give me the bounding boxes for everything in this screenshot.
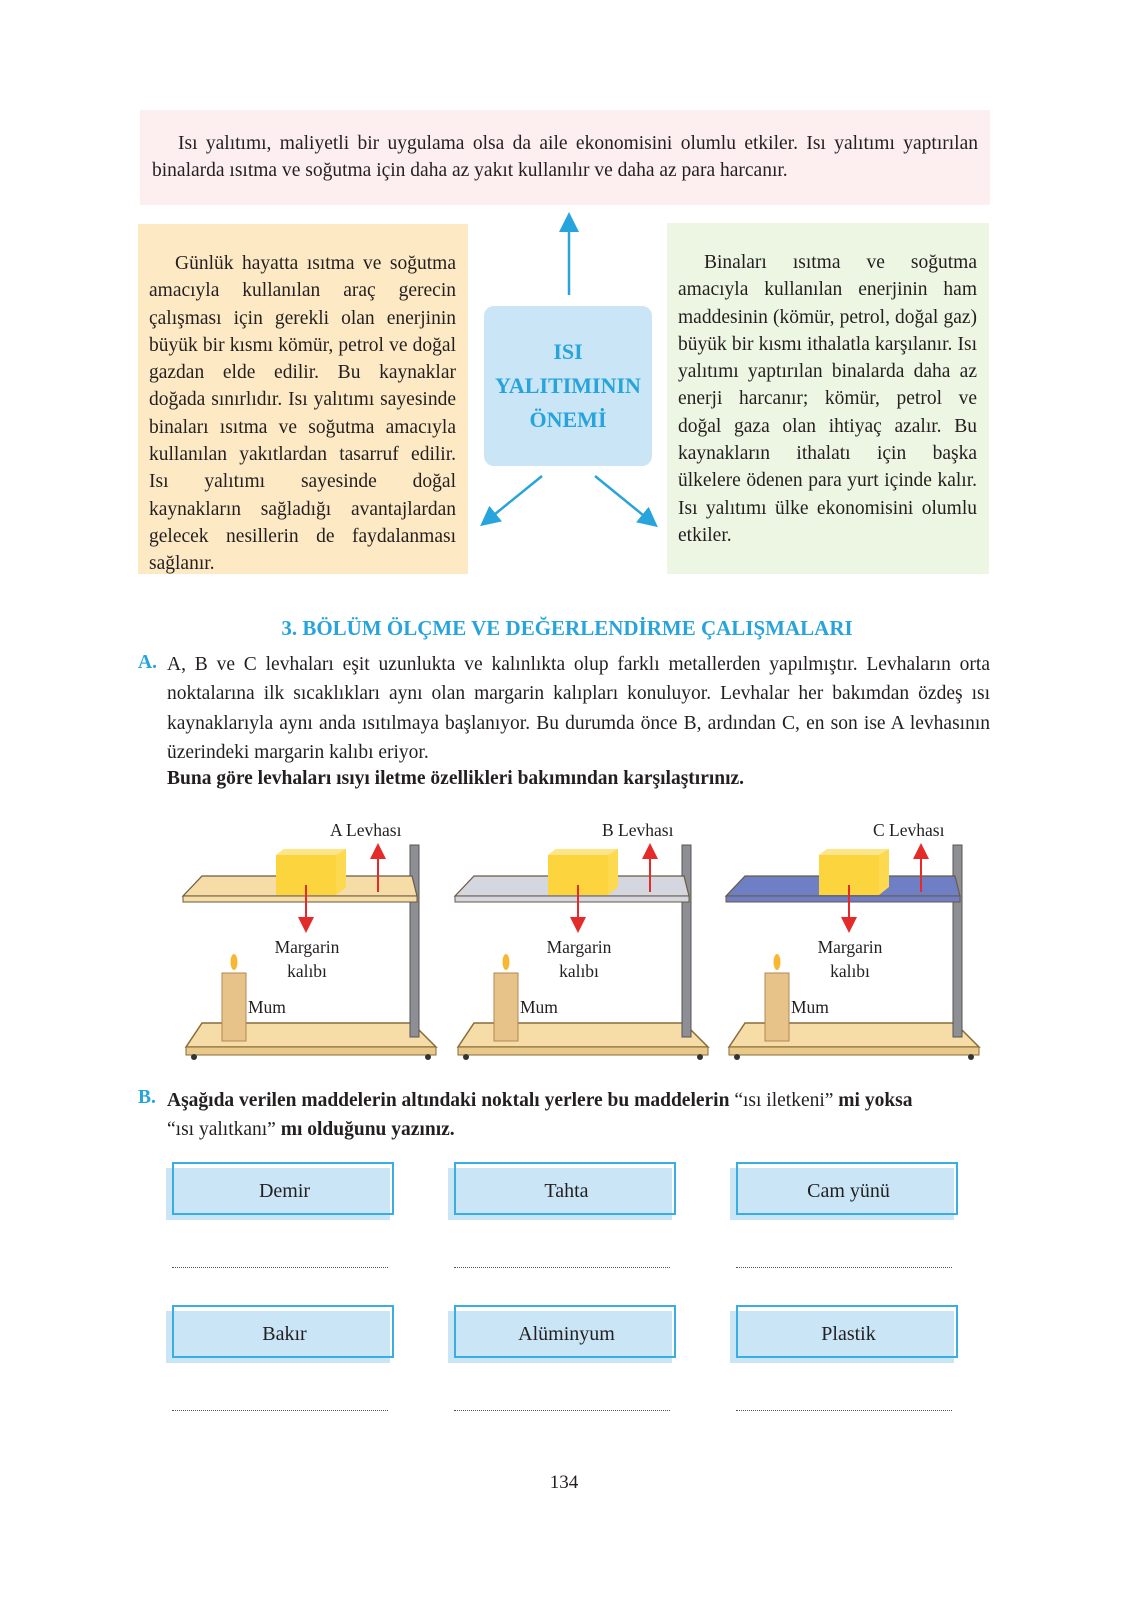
experiment-setup: [723, 815, 985, 1060]
natural-resources-text: Günlük hayatta ısıtma ve soğutma amacıyla kullanılan araç gerecin çalışması için gerekli olan enerjinin büyük bir kısmı kömür, petrol ve doğal gazdan elde edilir. Bu kaynaklar doğada sınırlıdır. Isı yalıtımı sayesinde binaları ısıtma ve soğutma amacıyla kullanılan yakıtlardan tasarruf edilir. Isı yalıtımı sayesinde doğal kaynakların sağladığı avantajlardan gelecek nesillerin de faydalanması sağlanır.: [149, 253, 456, 575]
experiment-setup: [180, 815, 442, 1060]
material-label: Alüminyum: [518, 1323, 615, 1345]
margarine-label: [807, 935, 893, 983]
plate-label: A Levhası: [330, 820, 402, 840]
question-b-text: [167, 1086, 990, 1144]
candle: [494, 973, 518, 1041]
candle-label: Mum: [791, 997, 829, 1017]
candle-label: Mum: [520, 997, 558, 1017]
center-line-1: ISI: [553, 339, 583, 364]
stand-rod: [953, 845, 962, 1037]
plate-label: C Levhası: [873, 820, 945, 840]
material-label: Plastik: [821, 1323, 876, 1345]
margarine-label-line1: Margarin: [274, 937, 340, 957]
natural-resources-box: [138, 224, 468, 574]
answer-blank[interactable]: [454, 1410, 670, 1411]
page-number: 134: [549, 1472, 579, 1493]
margarine-label-line1: Margarin: [817, 937, 883, 957]
qb-part2: “ısı iletkeni”: [729, 1090, 839, 1111]
stand-rod: [682, 845, 691, 1037]
qb-part5: mı olduğunu yazınız.: [280, 1119, 455, 1140]
qb-part4: “ısı yalıtkanı”: [167, 1119, 281, 1140]
base-board-edge: [729, 1047, 979, 1055]
material-label: Cam yünü: [807, 1180, 890, 1202]
question-a-text: A, B ve C levhaları eşit uzunlukta ve kalınlıkta olup farklı metallerden yapılmıştır. Levhaların orta noktalarına ilk sıcaklıkları aynı olan margarin kalıpları konuluyor. Levhalar her bakımdan özdeş ısı kaynaklarıyla aynı anda ısıtılmaya başlanıyor. Bu durumda önce B, ardından C, en son ise A levhasının üzerindeki margarin kalıbı eriyor.: [167, 654, 990, 763]
economy-box: [667, 223, 989, 574]
material-box: [454, 1162, 679, 1218]
material-label: Bakır: [262, 1323, 307, 1345]
stand-rod: [410, 845, 419, 1037]
candle-flame-icon: [503, 954, 510, 970]
qb-part1: Aşağıda verilen maddelerin altındaki noktalı yerlere bu maddelerin: [167, 1090, 730, 1111]
concept-arrows: [470, 205, 670, 545]
candle-label: Mum: [248, 997, 286, 1017]
material-label: Demir: [258, 1180, 311, 1202]
material-box: [736, 1305, 961, 1361]
material-box: [736, 1162, 961, 1218]
material-box: [172, 1162, 397, 1218]
cost-info-text: Isı yalıtımı, maliyetli bir uygulama olsa da aile ekonomisini olumlu etkiler. Isı yalıtımı yaptırılan binalarda ısıtma ve soğutma için daha az yakıt kullanılır ve daha az para harcanır.: [152, 133, 978, 182]
arrow-down-right-icon: [595, 476, 654, 524]
material-label: Tahta: [544, 1180, 589, 1202]
answer-blank[interactable]: [736, 1410, 952, 1411]
candle-flame-icon: [774, 954, 781, 970]
answer-blank[interactable]: [172, 1410, 388, 1411]
section-title: 3. BÖLÜM ÖLÇME VE DEĞERLENDİRME ÇALIŞMALARI: [281, 616, 853, 640]
margarine-label: [536, 935, 622, 983]
question-b-letter: B.: [138, 1087, 156, 1108]
candle: [765, 973, 789, 1041]
base-board-edge: [186, 1047, 436, 1055]
qb-part3: mi yoksa: [838, 1090, 913, 1111]
material-box: [172, 1305, 397, 1361]
cost-info-box: [140, 110, 990, 205]
material-box: [454, 1305, 679, 1361]
margarine-label-line2: kalıbı: [559, 961, 599, 981]
question-a-instruction: Buna göre levhaları ısıyı iletme özellikleri bakımından karşılaştırınız.: [167, 768, 745, 789]
margarine-label: [264, 935, 350, 983]
plate-label: B Levhası: [602, 820, 674, 840]
base-board-edge: [458, 1047, 708, 1055]
candle-flame-icon: [231, 954, 238, 970]
margarine-label-line1: Margarin: [546, 937, 612, 957]
answer-blank[interactable]: [736, 1267, 952, 1268]
center-line-3: ÖNEMİ: [529, 407, 607, 432]
answer-blank[interactable]: [172, 1267, 388, 1268]
margarine-label-line2: kalıbı: [287, 961, 327, 981]
question-a-letter: A.: [138, 652, 157, 673]
arrow-down-left-icon: [484, 476, 542, 523]
margarine-label-line2: kalıbı: [830, 961, 870, 981]
center-line-2: YALITIMININ: [495, 373, 641, 398]
answer-blank[interactable]: [454, 1267, 670, 1268]
economy-text: Binaları ısıtma ve soğutma amacıyla kullanılan enerjinin ham maddesinin (kömür, petrol, doğal gaz) büyük bir kısmı ithalatla karşılanır. Isı yalıtımı yaptırılan binalarda daha az enerji harcanır; kömür, petrol ve doğal gaza olan ihtiyaç azalır. Bu kaynakların ithalatı için başka ülkelere ödenen para yurt içinde kalır. Isı yalıtımı ülke ekonomisini olumlu etkiler.: [678, 252, 977, 546]
experiment-setup: [452, 815, 714, 1060]
candle: [222, 973, 246, 1041]
